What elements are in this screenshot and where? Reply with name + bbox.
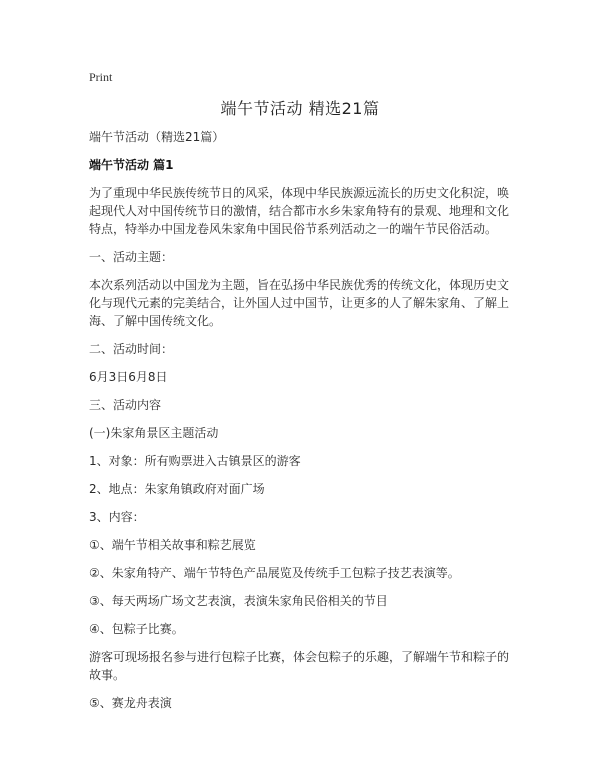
paragraph: 端午节活动（精选21篇） [89,130,225,144]
paragraph: 为了重现中华民族传统节日的风采，体现中华民族源远流长的历史文化积淀，唤起现代人对中国传统节日的激情，结合都市水乡朱家角特有的景观、地理和文化特点，特举办中国龙卷风朱家角中国民俗节系列活动之一的端午节民俗活动。 [89,186,510,236]
paragraph: 2、地点：朱家角镇政府对面广场 [89,482,265,496]
paragraph: ③、每天两场广场文艺表演，表演朱家角民俗相关的节目 [89,594,388,608]
paragraph: ②、朱家角特产、端午节特色产品展览及传统手工包粽子技艺表演等。 [89,566,460,580]
paragraph: 二、活动时间： [89,342,174,356]
paragraph: 游客可现场报名参与进行包粽子比赛，体会包粽子的乐趣，了解端午节和粽子的故事。 [89,650,510,682]
paragraph: (一)朱家角景区主题活动 [89,426,219,440]
page-title: 端午节活动 精选21篇 [220,99,380,118]
paragraph: ⑤、赛龙舟表演 [89,696,172,710]
document-body [89,128,519,722]
paragraph: 三、活动内容 [89,398,162,412]
paragraph: 1、对象：所有购票进入古镇景区的游客 [89,454,301,468]
print-link[interactable]: Print [89,70,113,84]
paragraph: 一、活动主题： [89,250,174,264]
paragraph: 3、内容： [89,510,145,524]
paragraph: 本次系列活动以中国龙为主题，旨在弘扬中华民族优秀的传统文化，体现历史文化与现代元素的完美结合，让外国人过中国节，让更多的人了解朱家角、了解上海、了解中国传统文化。 [89,278,510,328]
paragraph: ④、包粽子比赛。 [89,622,184,636]
paragraph: 6月3日6月8日 [89,370,168,384]
section-heading: 端午节活动 篇1 [89,158,174,172]
paragraph: ①、端午节相关故事和粽艺展览 [89,538,256,552]
